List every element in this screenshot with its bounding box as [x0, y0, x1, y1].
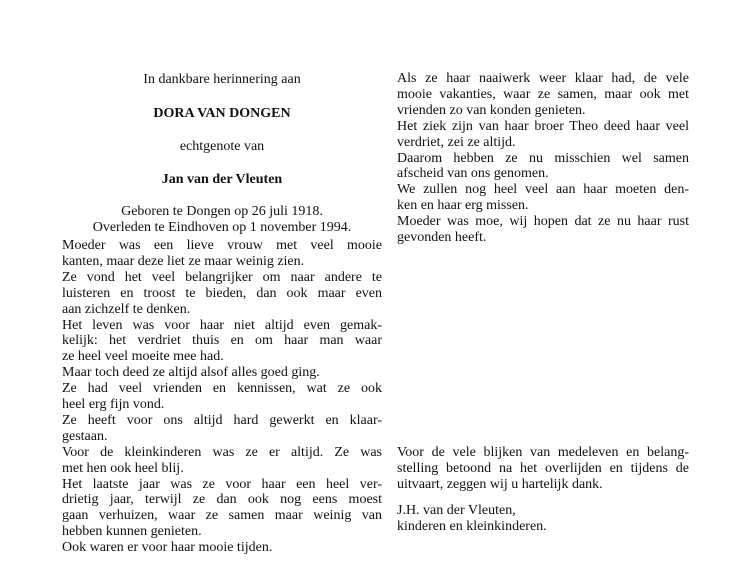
text-line: ze heel veel moeite mee had. — [62, 349, 224, 365]
text-line: Ze heeft voor ons altijd hard gewerkt en klaar- — [62, 412, 382, 428]
text-line: vrienden zo van konden genieten. — [397, 102, 586, 118]
text-line: Het laatste jaar was ze voor haar een heel ver- — [62, 476, 382, 492]
text-line: gaan verhuizen, waar ze samen maar weinig van — [62, 508, 382, 524]
text-line: gevonden heeft. — [397, 230, 487, 245]
text-line: stelling betoond na het overlijden en tijdens de — [397, 460, 689, 476]
text-line: kanten, maar deze liet ze maar weinig zien. — [62, 253, 305, 269]
text-line: Moeder was een lieve vrouw met veel mooie — [62, 238, 382, 253]
spouse-name: Jan van der Vleuten — [161, 172, 283, 187]
text-line: Daarom hebben ze nu misschien wel samen — [397, 150, 689, 166]
text-line: We zullen nog heel veel aan haar moeten den- — [397, 182, 689, 198]
text-line: Ze had veel vrienden en kennissen, wat ze ook — [62, 381, 382, 397]
text-line: J.H. van der Vleuten, — [397, 503, 516, 518]
text-line: Als ze haar naaiwerk weer klaar had, de vele — [397, 71, 689, 86]
text-line: hebben kunnen genieten. — [62, 524, 202, 540]
text-line: kinderen en kleinkinderen. — [397, 518, 547, 534]
text-line: heel erg fijn vond. — [62, 397, 165, 412]
text-line: afscheid van ons genomen. — [397, 166, 549, 182]
text-line: Voor de vele blijken van medeleven en belang- — [397, 445, 689, 460]
text-line: aan zichzelf te denken. — [62, 301, 191, 317]
text-line: met hen ook heel blij. — [62, 460, 184, 476]
text-line: Het ziek zijn van haar broer Theo deed haar veel — [397, 118, 689, 134]
text-line: Moeder was moe, wij hopen dat ze nu haar rust — [397, 214, 689, 230]
text-line: mooie vakanties, waar ze samen, maar ook met — [397, 86, 689, 102]
text-line: verdriet, zei ze altijd. — [397, 134, 516, 150]
intro-line: In dankbare herinnering aan — [143, 72, 301, 87]
text-line: Ze vond het veel belangrijker om naar andere te — [62, 269, 382, 285]
text-line: gestaan. — [62, 428, 108, 444]
text-line: ken en haar erg missen. — [397, 198, 529, 214]
text-line: Ook waren er voor haar mooie tijden. — [62, 540, 273, 556]
text-line: uitvaart, zeggen wij u hartelijk dank. — [397, 476, 603, 492]
text-line: luisteren en troost te bieden, dan ook maar even — [62, 285, 382, 301]
text-line: kelijk: het verdriet thuis en om haar man waar — [62, 333, 382, 349]
text-line: drietig jaar, terwijl ze dan ook nog eens moest — [62, 492, 382, 508]
deceased-name: DORA VAN DONGEN — [153, 106, 291, 121]
death-line: Overleden te Eindhoven op 1 november 1994. — [92, 220, 352, 235]
text-line: Maar toch deed ze altijd alsof alles goed ging. — [62, 365, 320, 381]
text-line: Voor de kleinkinderen was ze er altijd. Ze was — [62, 444, 382, 460]
relation-line: echtgenote van — [179, 139, 265, 154]
birth-line: Geboren te Dongen op 26 juli 1918. — [121, 204, 323, 219]
text-line: Het leven was voor haar niet altijd even gemak- — [62, 317, 382, 333]
